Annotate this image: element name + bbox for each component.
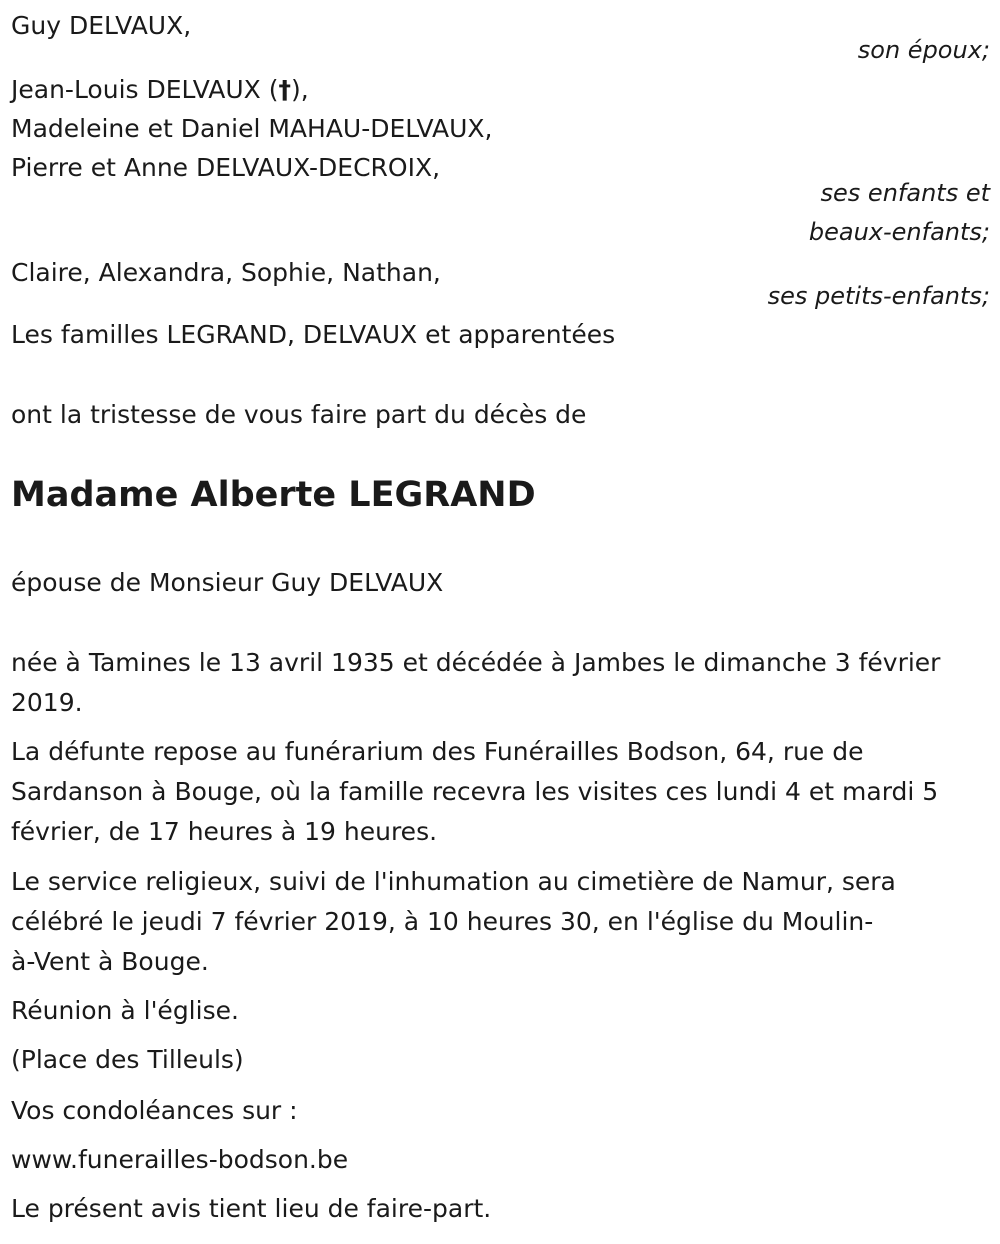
deceased-name: Madame Alberte LEGRAND — [11, 475, 536, 515]
service-line2: célébré le jeudi 7 février 2019, à 10 heures 30, en l'église du Moulin- — [11, 907, 874, 936]
children-role-line2: beaux-enfants; — [808, 218, 990, 246]
children-role-line1: ses enfants et — [820, 179, 990, 207]
announcement-text: ont la tristesse de vous faire part du décès de — [11, 400, 587, 429]
child-name-3: Pierre et Anne DELVAUX-DECROIX, — [11, 153, 441, 182]
spouse-role: son époux; — [857, 36, 990, 64]
birth-death-line2: 2019. — [11, 688, 83, 717]
closing-text: Le présent avis tient lieu de faire-part. — [11, 1194, 492, 1223]
rest-line2: Sardanson à Bouge, où la famille recevra les visites ces lundi 4 et mardi 5 — [11, 777, 939, 806]
grandchildren-role: ses petits-enfants; — [767, 282, 990, 310]
rest-line1: La défunte repose au funérarium des Funérailles Bodson, 64, rue de — [11, 737, 864, 766]
condolences-text: Vos condoléances sur : — [11, 1096, 298, 1125]
cross-icon: † — [278, 75, 291, 104]
spouse-of-text: épouse de Monsieur Guy DELVAUX — [11, 568, 444, 597]
grandchildren-names: Claire, Alexandra, Sophie, Nathan, — [11, 258, 441, 287]
child-name-2: Madeleine et Daniel MAHAU-DELVAUX, — [11, 114, 493, 143]
child-name-1-end: ), — [290, 75, 309, 104]
spouse-name: Guy DELVAUX, — [11, 11, 192, 40]
birth-death-line1: née à Tamines le 13 avril 1935 et décédée à Jambes le dimanche 3 février — [11, 648, 941, 677]
reunion-text: Réunion à l'église. — [11, 996, 239, 1025]
place-text: (Place des Tilleuls) — [11, 1045, 244, 1074]
child-name-1 — [11, 70, 309, 110]
families-line: Les familles LEGRAND, DELVAUX et apparentées — [11, 320, 616, 349]
website-link[interactable]: www.funerailles-bodson.be — [11, 1145, 349, 1174]
rest-line3: février, de 17 heures à 19 heures. — [11, 817, 438, 846]
child-name-1-text: Jean-Louis DELVAUX ( — [11, 75, 279, 104]
service-line1: Le service religieux, suivi de l'inhumation au cimetière de Namur, sera — [11, 867, 896, 896]
service-line3: à-Vent à Bouge. — [11, 947, 209, 976]
